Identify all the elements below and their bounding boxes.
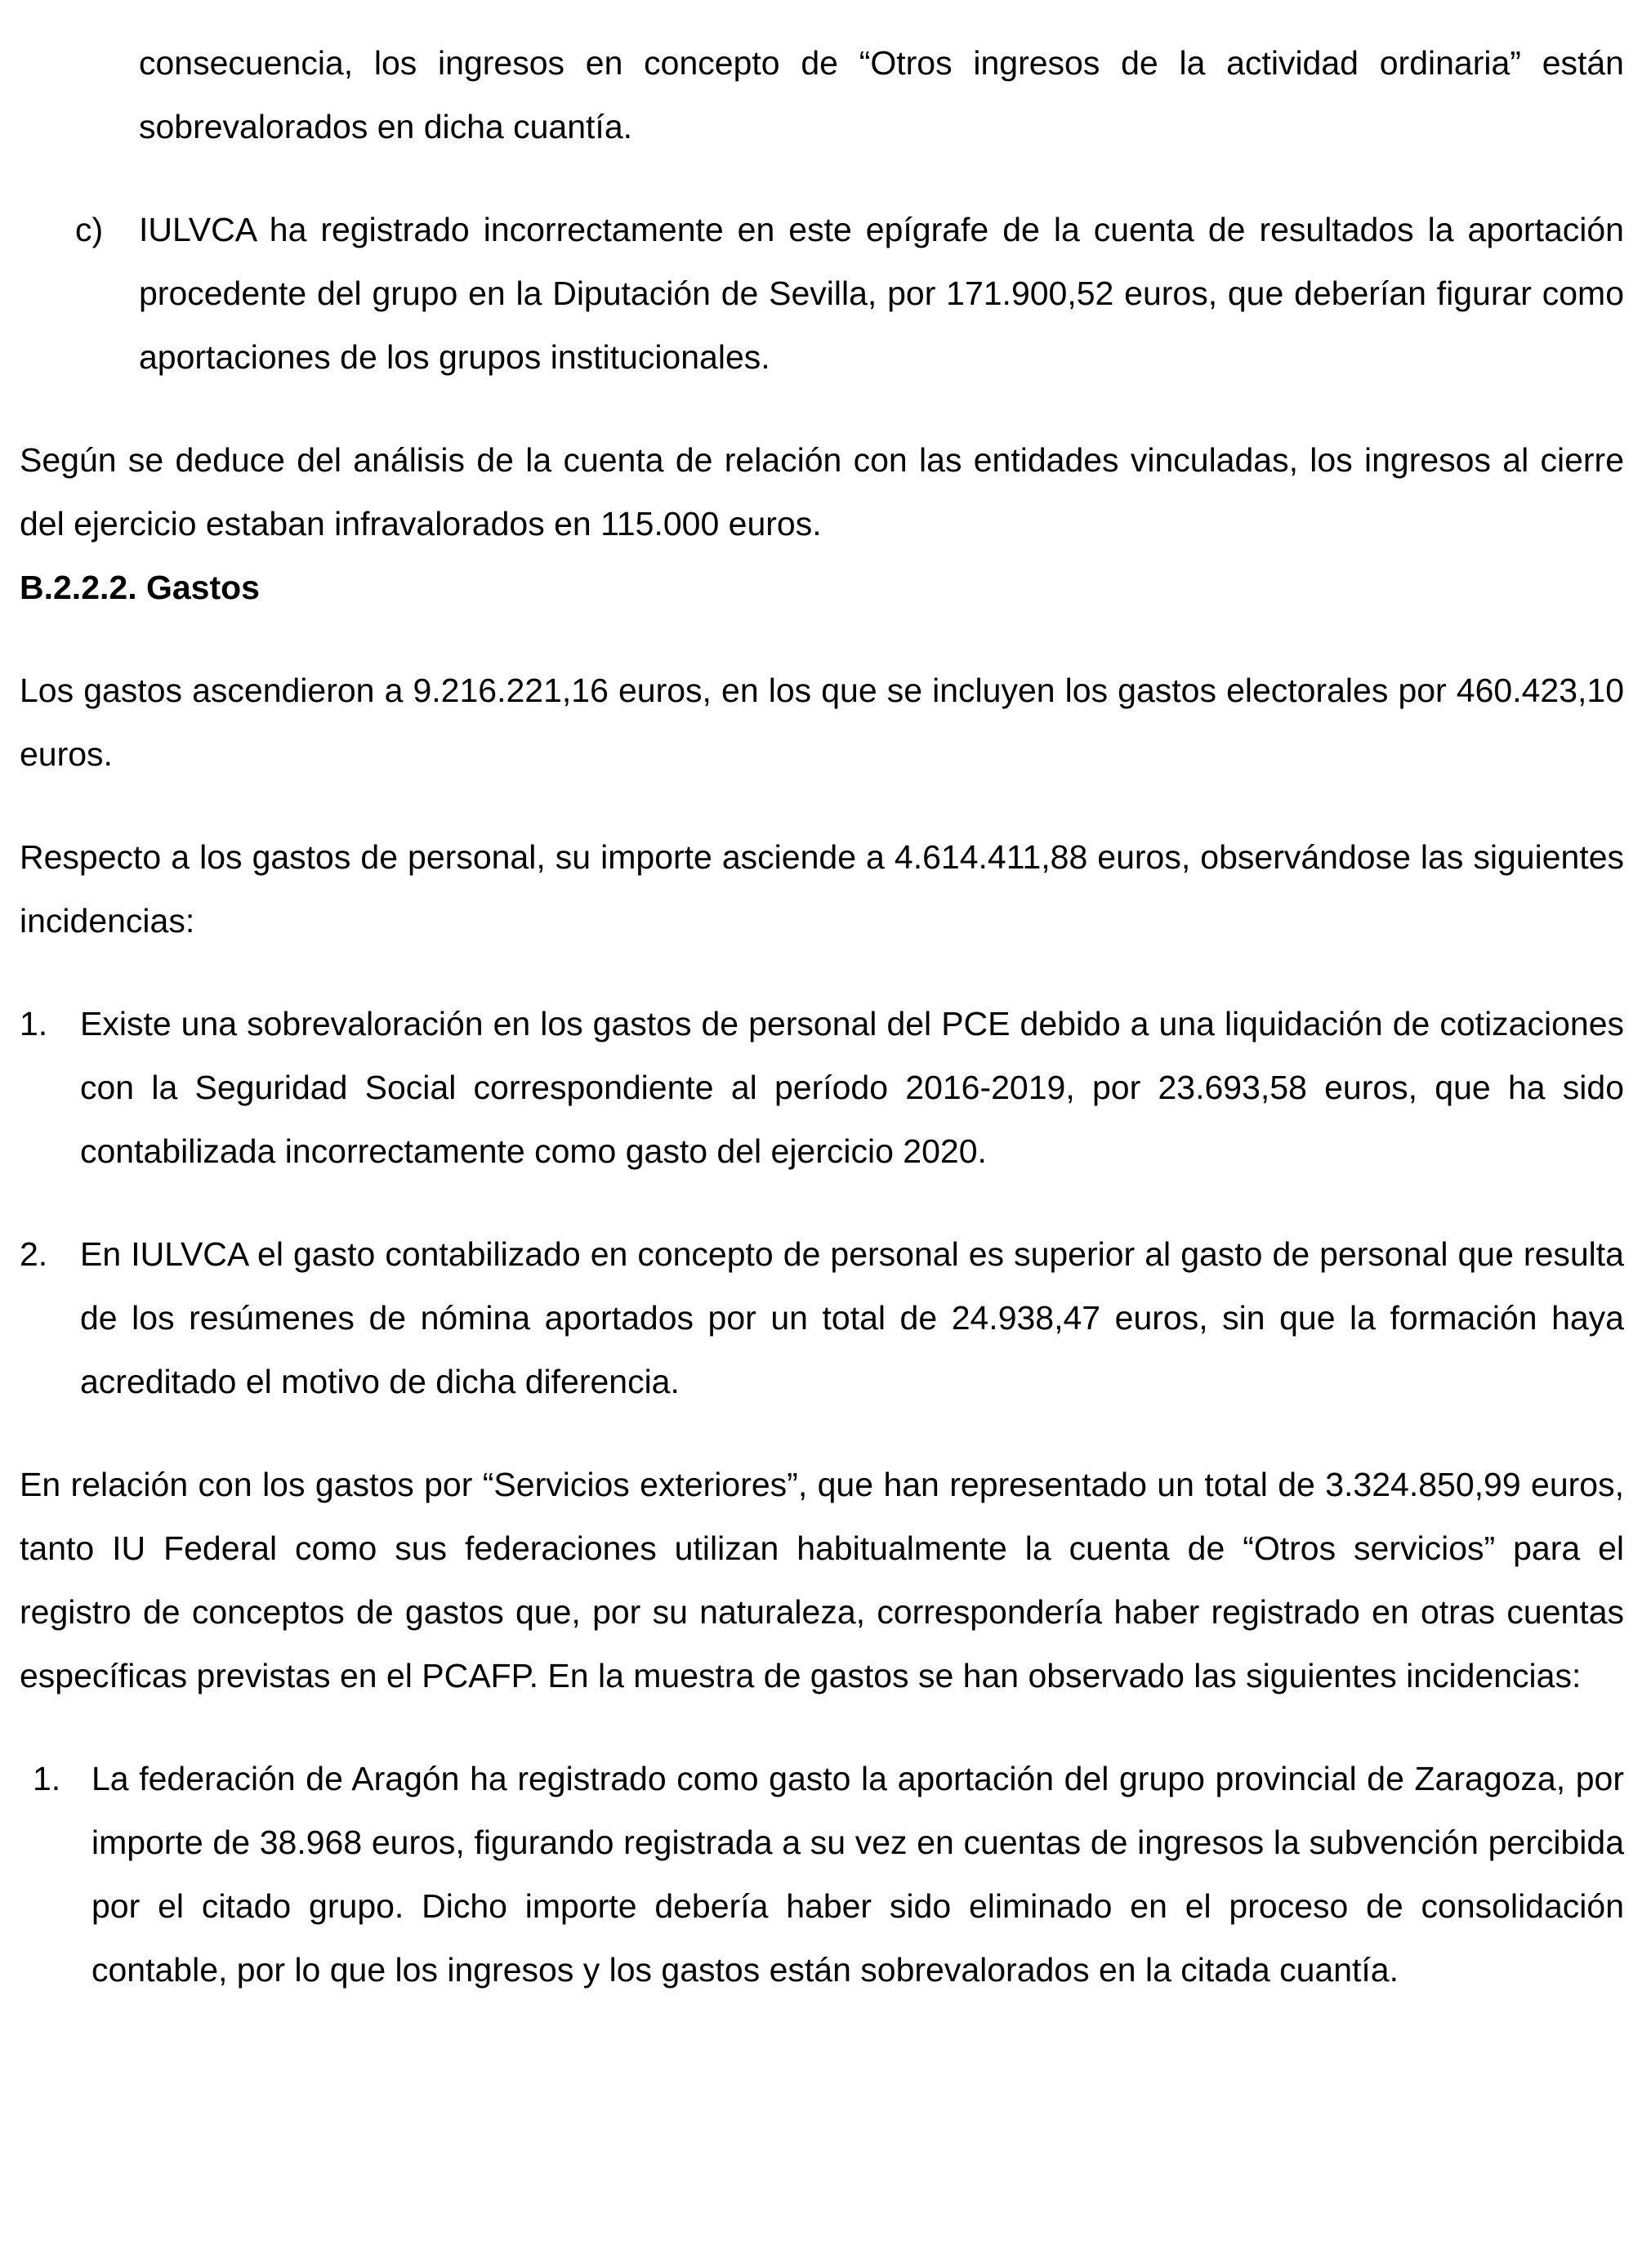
servicios-list-item-1 — [20, 1747, 1624, 2002]
list-marker: 1. — [20, 1005, 48, 1042]
list-item-text: IULVCA ha registrado incorrectamente en este epígrafe de la cuenta de resultados la aportación procedente del grupo en la Diputación de Sevilla, por 171.900,52 euros, que deberían figurar como aportaciones de los grupos institucionales. — [139, 211, 1624, 376]
personal-intro-paragraph: Respecto a los gastos de personal, su importe asciende a 4.614.411,88 euros, observándose las siguientes incidencias: — [20, 838, 1624, 940]
list-item-text: La federación de Aragón ha registrado como gasto la aportación del grupo provincial de Zaragoza, por importe de 38.968 euros, figurando registrada a su vez en cuentas de ingresos la subvención percibida por el citado grupo. Dicho importe debería haber sido eliminado en el proceso de consolidación contable, por lo que los ingresos y los gastos están sobrevalorados en la citada cuantía. — [91, 1760, 1624, 1989]
list-item-text: Existe una sobrevaloración en los gastos de personal del PCE debido a una liquidación de cotizaciones con la Seguridad Social correspondiente al período 2016-2019, por 23.693,58 euros, que ha sido contabilizada incorrectamente como gasto del ejercicio 2020. — [80, 1005, 1624, 1170]
servicios-intro-paragraph: En relación con los gastos por “Servicios exteriores”, que han representado un total de 3.324.850,99 euros, tanto IU Federal como sus federaciones utilizan habitualmente la cuenta de “Otros servicios” para el registro de conceptos de gastos que, por su naturaleza, correspondería haber registrado en otras cuentas específicas previstas en el PCAFP. En la muestra de gastos se han observado las siguientes incidencias: — [20, 1466, 1624, 1694]
document-page — [20, 31, 1624, 2002]
list-marker: 2. — [20, 1235, 48, 1273]
list-item-text: En IULVCA el gasto contabilizado en concepto de personal es superior al gasto de personal que resulta de los resúmenes de nómina aportados por un total de 24.938,47 euros, sin que la formación haya acreditado el motivo de dicha diferencia. — [80, 1235, 1624, 1400]
ingresos-conclusion-paragraph: Según se deduce del análisis de la cuenta de relación con las entidades vinculadas, los ingresos al cierre del ejercicio estaban infravalorados en 115.000 euros. — [20, 441, 1624, 542]
section-heading: B.2.2.2. Gastos — [20, 569, 260, 606]
list-item-c — [20, 198, 1624, 389]
personal-list-item-2 — [20, 1222, 1624, 1413]
personal-list-item-1 — [20, 992, 1624, 1183]
list-marker: 1. — [33, 1760, 61, 1797]
continuation-paragraph: consecuencia, los ingresos en concepto de “Otros ingresos de la actividad ordinaria” están sobrevalorados en dicha cuantía. — [139, 44, 1624, 145]
list-marker: c) — [75, 211, 104, 248]
gastos-total-paragraph: Los gastos ascendieron a 9.216.221,16 euros, en los que se incluyen los gastos electorales por 460.423,10 euros. — [20, 672, 1624, 773]
